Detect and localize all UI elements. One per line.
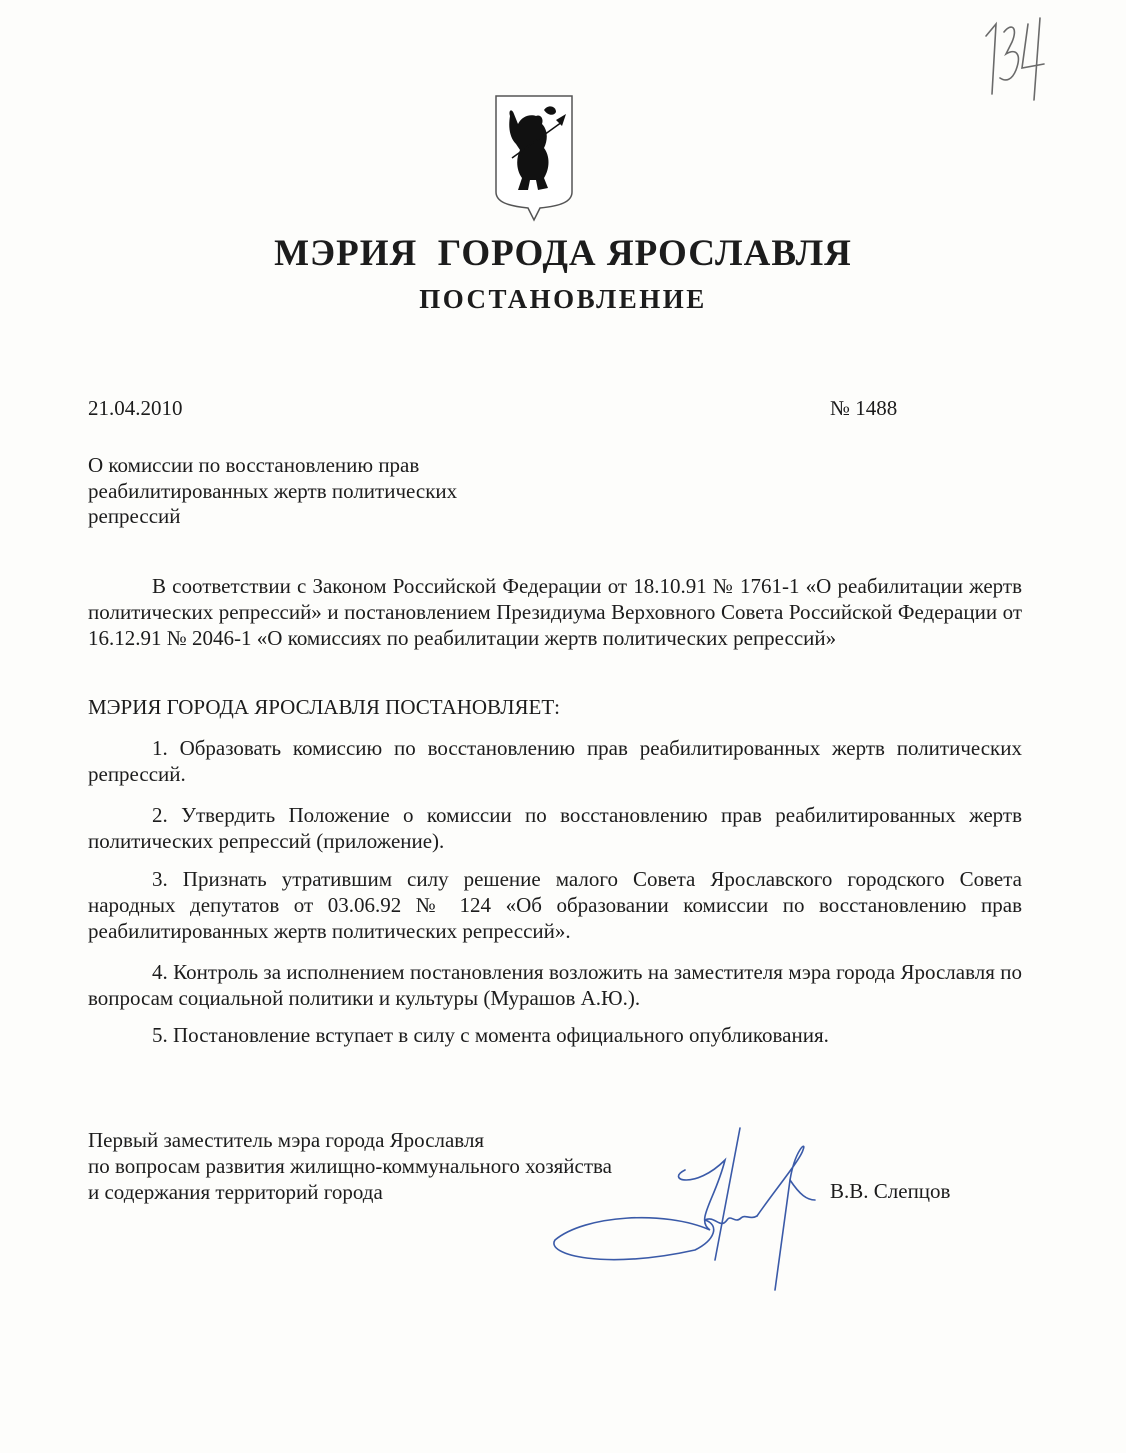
preamble-paragraph: В соответствии с Законом Российской Федерации от 18.10.91 № 1761-1 «О реабилитации жертв политических репрессий» и постановлением Президиума Верховного Совета Российской Федерации от 16.12.91 № 2046-1 «О комиссиях по реабилитации жертв политических репрессий» xyxy=(88,574,1022,650)
resolution-item: 2. Утвердить Положение о комиссии по восстановлению прав реабилитированных жертв политических репрессий (приложение). xyxy=(88,803,1022,853)
handwritten-signature xyxy=(545,1120,845,1295)
resolution-item: 4. Контроль за исполнением постановления возложить на заместителя мэра города Ярославля по вопросам социальной политики и культуры (Мурашов А.Ю.). xyxy=(88,960,1022,1010)
resolution-item: 1. Образовать комиссию по восстановлению прав реабилитированных жертв политических репрессий. xyxy=(88,736,1022,786)
signatory-position xyxy=(88,1127,612,1205)
document-title: МЭРИЯ ГОРОДА ЯРОСЛАВЛЯ xyxy=(274,233,852,274)
resolves-heading: МЭРИЯ ГОРОДА ЯРОСЛАВЛЯ ПОСТАНОВЛЯЕТ: xyxy=(88,695,560,719)
coat-of-arms-icon xyxy=(494,94,574,222)
signatory-position-line: и содержания территорий города xyxy=(88,1180,383,1204)
document-number: № 1488 xyxy=(830,396,898,420)
resolution-item: 3. Признать утратившим силу решение малого Совета Ярославского городского Совета народных депутатов от 03.06.92 № 124 «Об образовании комиссии по восстановлению прав реабилитированных жертв политических репрессий». xyxy=(88,867,1022,943)
signatory-position-line: Первый заместитель мэра города Ярославля xyxy=(88,1128,485,1152)
document-type: ПОСТАНОВЛЕНИЕ xyxy=(419,284,707,314)
signatory-name: В.В. Слепцов xyxy=(830,1179,951,1203)
document-date: 21.04.2010 xyxy=(88,396,183,420)
handwritten-page-number xyxy=(982,14,1052,104)
resolution-item: 5. Постановление вступает в силу с момента официального опубликования. xyxy=(152,1023,829,1047)
document-subject: О комиссии по восстановлению прав реабилитированных жертв политических репрессий xyxy=(88,453,458,528)
signatory-position-line: по вопросам развития жилищно-коммунального хозяйства xyxy=(88,1154,612,1178)
